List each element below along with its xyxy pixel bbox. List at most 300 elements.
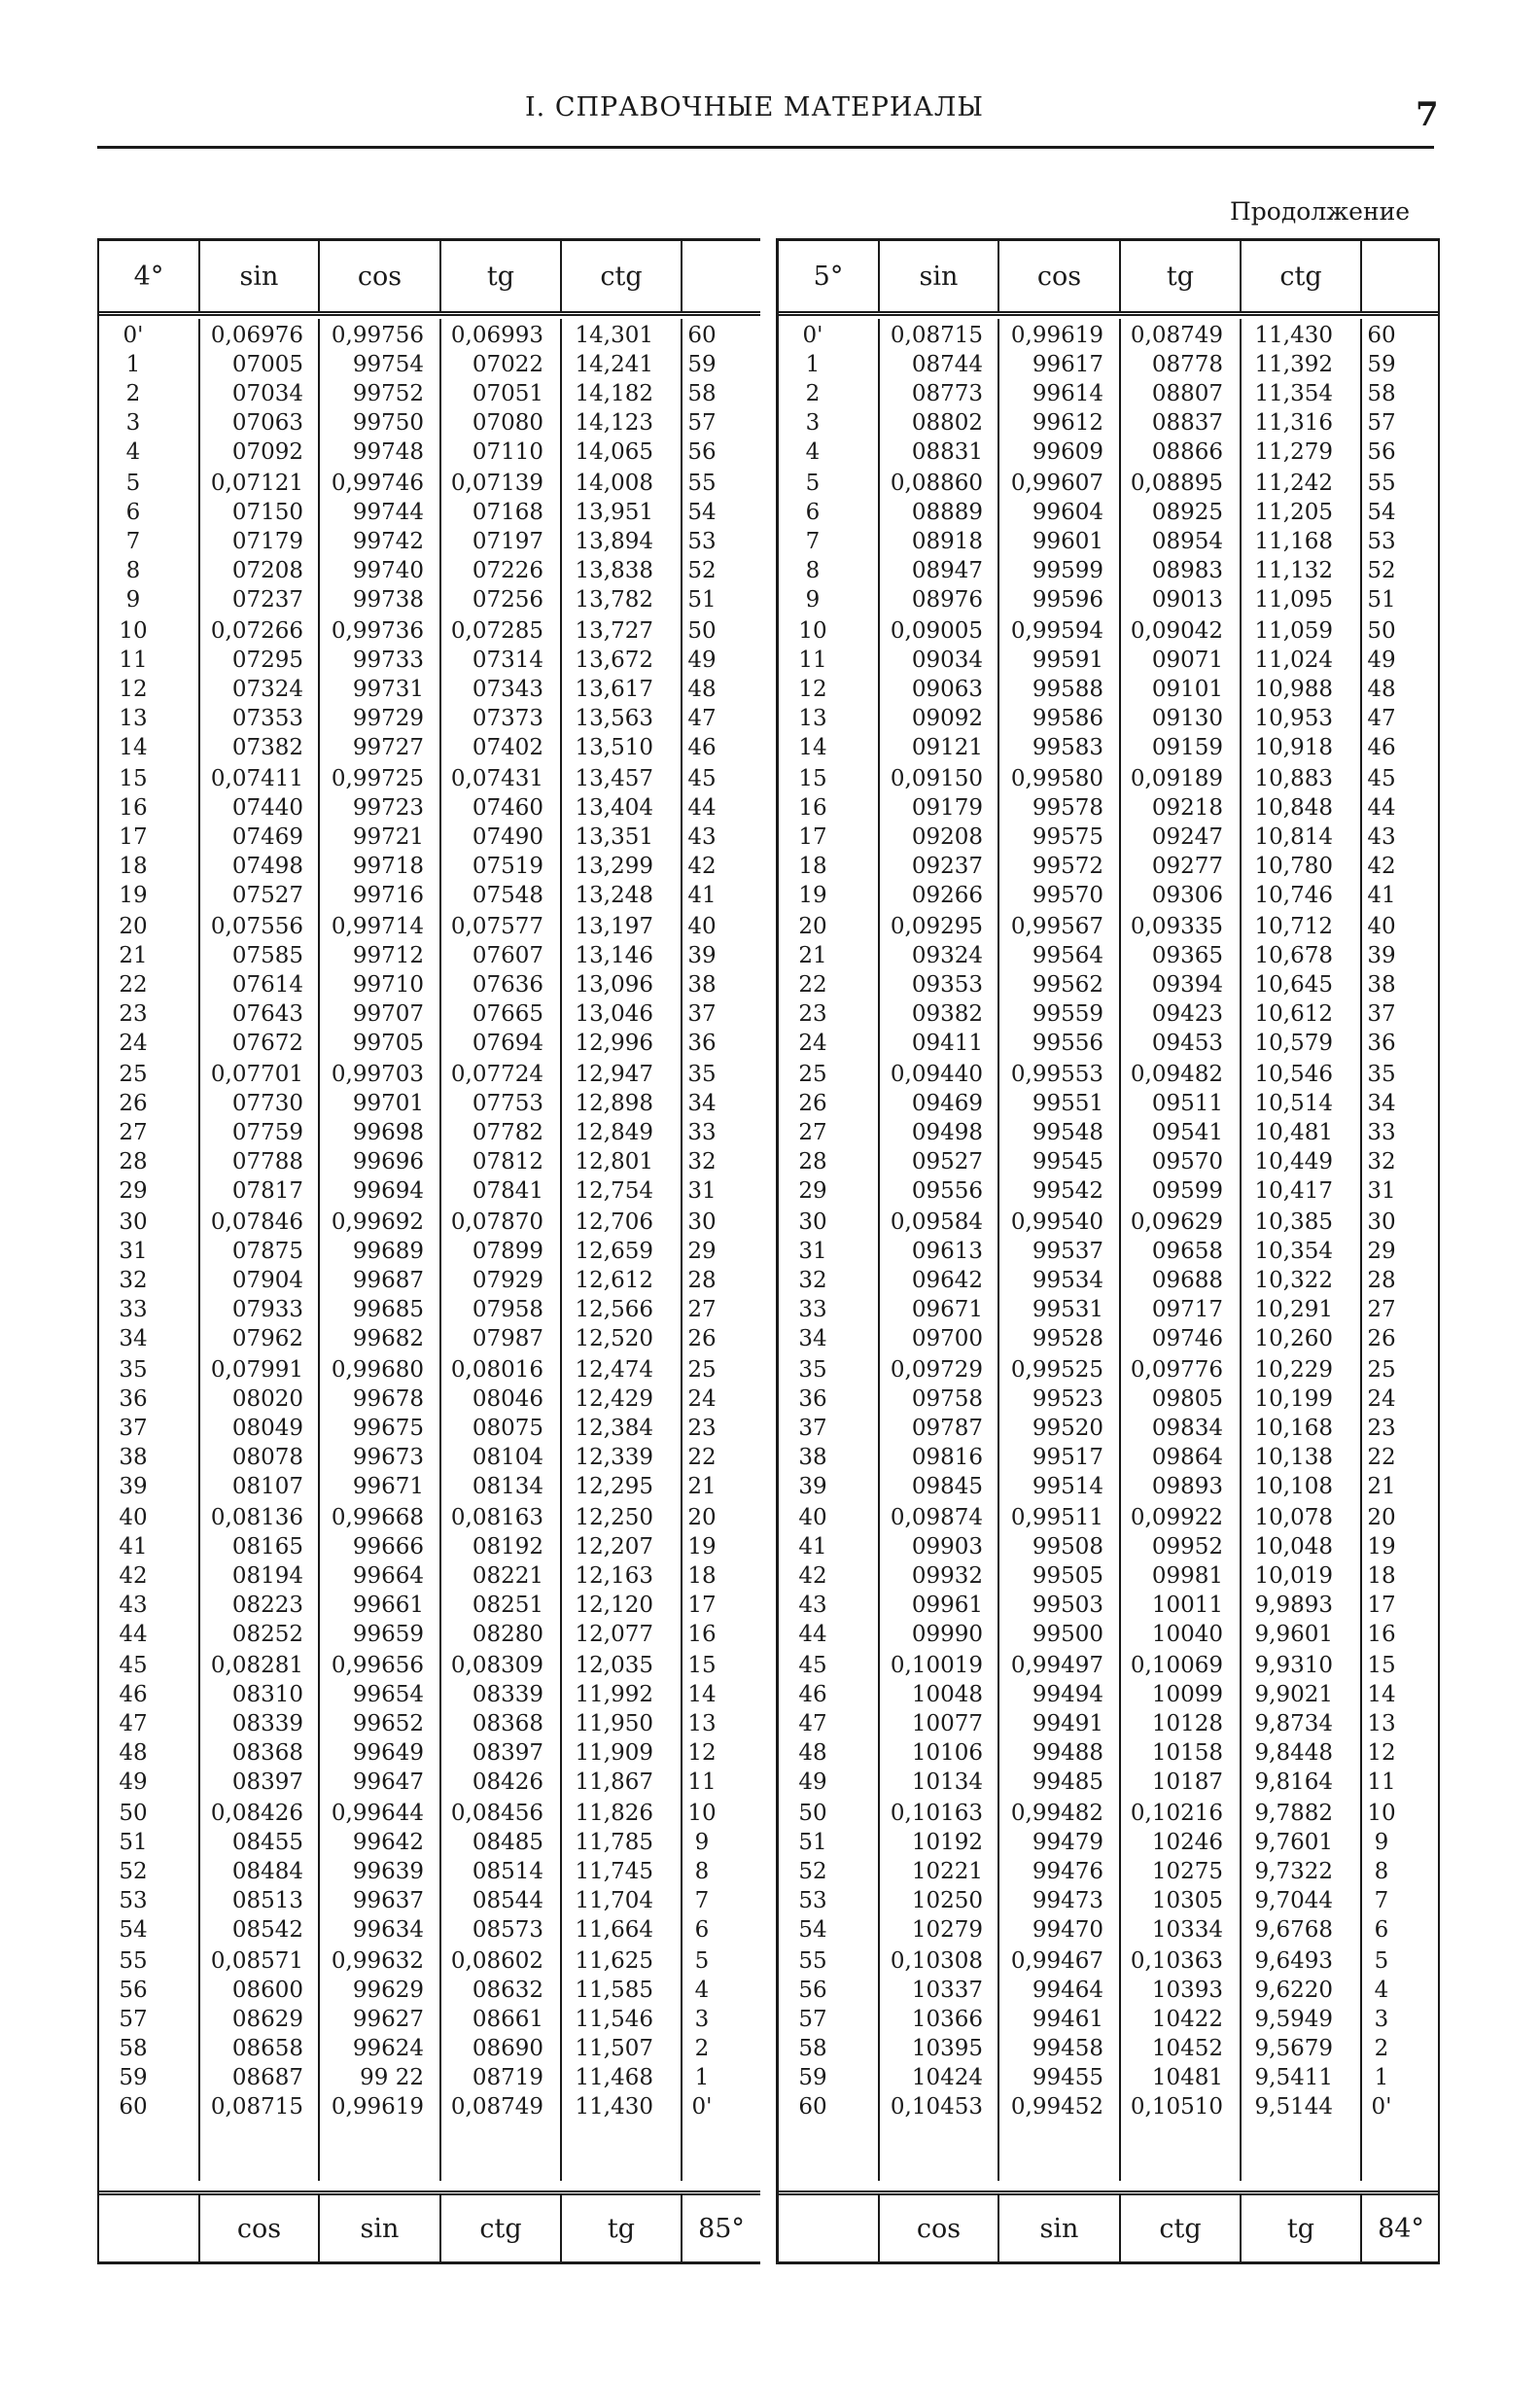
value-cell: 10424: [911, 2065, 983, 2090]
footer-cell-3: ctg: [1119, 2195, 1240, 2261]
value-cell: 9,5679: [1254, 2036, 1333, 2061]
value-cell: 99 22: [360, 2065, 424, 2090]
value-cell: 99682: [352, 1326, 424, 1351]
value-cell: 0,09584: [890, 1209, 983, 1235]
minutes-cell: 12: [687, 1740, 717, 1766]
value-cell: 07490: [472, 824, 543, 850]
value-cell: 0,07285: [450, 618, 543, 644]
value-cell: 13,894: [575, 529, 653, 554]
minutes-cell: 41: [687, 883, 717, 908]
value-cell: 99716: [352, 883, 424, 908]
value-cell: 09527: [911, 1149, 983, 1174]
minutes-cell: 19: [798, 883, 827, 908]
minutes-cell: 24: [119, 1031, 148, 1056]
value-cell: 11,625: [575, 1948, 653, 1974]
value-cell: 10158: [1151, 1740, 1223, 1766]
value-cell: 07034: [231, 381, 303, 406]
value-cell: 07759: [231, 1120, 303, 1145]
page-number: 7: [1416, 95, 1439, 134]
minutes-cell: 39: [1367, 943, 1396, 968]
value-cell: 12,520: [575, 1326, 653, 1351]
value-cell: 10452: [1151, 2036, 1223, 2061]
header-cell-4: ctg: [1240, 241, 1360, 311]
value-cell: 0,99668: [331, 1505, 424, 1530]
minutes-cell: 8: [1374, 1859, 1389, 1884]
value-cell: 99473: [1032, 1888, 1103, 1913]
value-cell: 14,065: [575, 439, 653, 465]
minutes-cell: 6: [694, 1917, 710, 1943]
value-cell: 12,996: [575, 1031, 653, 1056]
value-cell: 11,392: [1254, 352, 1333, 377]
value-cell: 08687: [231, 2065, 303, 2090]
minutes-cell: 28: [798, 1149, 827, 1174]
minutes-cell: 30: [687, 1209, 717, 1235]
minutes-cell: 46: [1367, 735, 1396, 760]
minutes-cell: 2: [694, 2036, 710, 2061]
minutes-cell: 25: [119, 1062, 148, 1087]
running-header: I. СПРАВОЧНЫЕ МАТЕРИАЛЫ: [525, 92, 984, 123]
value-cell: 07753: [472, 1091, 543, 1116]
minutes-cell: 5: [805, 471, 821, 496]
value-cell: 10,988: [1254, 677, 1333, 702]
value-cell: 9,9601: [1254, 1622, 1333, 1647]
value-cell: 10,199: [1254, 1386, 1333, 1412]
value-cell: 99494: [1032, 1682, 1103, 1707]
value-cell: 08661: [472, 2007, 543, 2032]
value-cell: 9,9893: [1254, 1593, 1333, 1618]
value-cell: 13,727: [575, 618, 653, 644]
value-cell: 09063: [911, 677, 983, 702]
value-cell: 0,07846: [210, 1209, 303, 1235]
value-cell: 10,746: [1254, 883, 1333, 908]
value-cell: 09179: [911, 795, 983, 821]
value-cell: 07005: [231, 352, 303, 377]
minutes-cell: 15: [1367, 1653, 1396, 1678]
minutes-cell: 4: [1374, 1978, 1389, 2003]
minutes-cell: 59: [798, 2065, 827, 2090]
minutes-cell: 47: [119, 1711, 148, 1736]
value-cell: 14,241: [575, 352, 653, 377]
value-cell: 0,08602: [450, 1948, 543, 1974]
value-cell: 07643: [231, 1001, 303, 1027]
minutes-cell: 21: [1367, 1474, 1396, 1499]
value-cell: 13,046: [575, 1001, 653, 1027]
minutes-cell: 37: [1367, 1001, 1396, 1027]
minutes-cell: 45: [687, 766, 717, 791]
value-cell: 0,09440: [890, 1062, 983, 1087]
value-cell: 99520: [1032, 1416, 1103, 1441]
value-cell: 99614: [1032, 381, 1103, 406]
value-cell: 99583: [1032, 735, 1103, 760]
value-cell: 9,8164: [1254, 1770, 1333, 1795]
minutes-cell: 31: [1367, 1178, 1396, 1204]
minutes-cell: 3: [125, 410, 141, 436]
minutes-cell: 10: [798, 618, 827, 644]
value-cell: 09845: [911, 1474, 983, 1499]
value-cell: 99685: [352, 1297, 424, 1322]
value-cell: 0,99580: [1010, 766, 1103, 791]
value-cell: 07782: [472, 1120, 543, 1145]
value-cell: 12,474: [575, 1357, 653, 1383]
minutes-cell: 38: [687, 972, 717, 998]
minutes-cell: 44: [119, 1622, 148, 1647]
minutes-cell: 2: [805, 381, 821, 406]
value-cell: 0,99467: [1010, 1948, 1103, 1974]
value-cell: 08075: [472, 1416, 543, 1441]
minutes-cell: 60: [1367, 323, 1396, 348]
value-cell: 0,10363: [1130, 1948, 1223, 1974]
minutes-cell: 6: [805, 500, 821, 525]
minutes-cell: 33: [687, 1120, 717, 1145]
value-cell: 99754: [352, 352, 424, 377]
value-cell: 0,07701: [210, 1062, 303, 1087]
value-cell: 99491: [1032, 1711, 1103, 1736]
value-cell: 0,08136: [210, 1505, 303, 1530]
value-cell: 10,712: [1254, 914, 1333, 939]
minutes-cell: 46: [687, 735, 717, 760]
value-cell: 10,168: [1254, 1416, 1333, 1441]
value-cell: 99748: [352, 439, 424, 465]
value-cell: 08049: [231, 1416, 303, 1441]
value-cell: 0,07577: [450, 914, 543, 939]
value-cell: 99488: [1032, 1740, 1103, 1766]
value-cell: 0,99692: [331, 1209, 424, 1235]
minutes-cell: 35: [687, 1062, 717, 1087]
value-cell: 09130: [1151, 706, 1223, 731]
value-cell: 07237: [231, 587, 303, 613]
minutes-cell: 25: [687, 1357, 717, 1383]
minutes-cell: 30: [119, 1209, 148, 1235]
value-cell: 0,08749: [1130, 323, 1223, 348]
value-cell: 07373: [472, 706, 543, 731]
column-rule: [878, 319, 880, 2181]
value-cell: 13,197: [575, 914, 653, 939]
value-cell: 99586: [1032, 706, 1103, 731]
value-cell: 0,08426: [210, 1801, 303, 1826]
minutes-cell: 37: [798, 1416, 827, 1441]
value-cell: 0,08456: [450, 1801, 543, 1826]
minutes-cell: 33: [119, 1297, 148, 1322]
value-cell: 99485: [1032, 1770, 1103, 1795]
value-cell: 12,566: [575, 1297, 653, 1322]
column-rule: [560, 319, 562, 2181]
minutes-cell: 40: [1367, 914, 1396, 939]
value-cell: 08368: [472, 1711, 543, 1736]
value-cell: 08629: [231, 2007, 303, 2032]
value-cell: 0,99756: [331, 323, 424, 348]
value-cell: 09805: [1151, 1386, 1223, 1412]
minutes-cell: 29: [798, 1178, 827, 1204]
header-cell-3: tg: [1119, 241, 1240, 311]
value-cell: 99729: [352, 706, 424, 731]
minutes-cell: 56: [119, 1978, 148, 2003]
value-cell: 0,09776: [1130, 1357, 1223, 1383]
minutes-cell: 39: [119, 1474, 148, 1499]
value-cell: 10187: [1151, 1770, 1223, 1795]
value-cell: 0,07411: [210, 766, 303, 791]
minutes-cell: 18: [687, 1563, 717, 1589]
value-cell: 99634: [352, 1917, 424, 1943]
value-cell: 13,617: [575, 677, 653, 702]
value-cell: 09834: [1151, 1416, 1223, 1441]
minutes-cell: 37: [119, 1416, 148, 1441]
value-cell: 13,672: [575, 648, 653, 673]
value-cell: 99637: [352, 1888, 424, 1913]
value-cell: 08773: [911, 381, 983, 406]
value-cell: 9,6493: [1254, 1948, 1333, 1974]
value-cell: 07672: [231, 1031, 303, 1056]
value-cell: 13,563: [575, 706, 653, 731]
value-cell: 10,514: [1254, 1091, 1333, 1116]
value-cell: 99599: [1032, 558, 1103, 583]
value-cell: 99609: [1032, 439, 1103, 465]
header-cell-1: sin: [878, 241, 998, 311]
value-cell: 10,417: [1254, 1178, 1333, 1204]
value-cell: 99696: [352, 1149, 424, 1174]
value-cell: 99458: [1032, 2036, 1103, 2061]
value-cell: 10106: [911, 1740, 983, 1766]
value-cell: 07929: [472, 1268, 543, 1293]
value-cell: 11,507: [575, 2036, 653, 2061]
value-cell: 09671: [911, 1297, 983, 1322]
value-cell: 08947: [911, 558, 983, 583]
value-cell: 07841: [472, 1178, 543, 1204]
value-cell: 07933: [231, 1297, 303, 1322]
value-cell: 10,322: [1254, 1268, 1333, 1293]
value-cell: 0,08016: [450, 1357, 543, 1383]
value-cell: 0,99607: [1010, 471, 1103, 496]
footer-cell-1: cos: [878, 2195, 998, 2261]
value-cell: 07614: [231, 972, 303, 998]
value-cell: 0,99511: [1010, 1505, 1103, 1530]
value-cell: 07314: [472, 648, 543, 673]
minutes-cell: 34: [687, 1091, 717, 1116]
value-cell: 10,078: [1254, 1505, 1333, 1530]
minutes-cell: 17: [1367, 1593, 1396, 1618]
value-cell: 99601: [1032, 529, 1103, 554]
minutes-cell: 22: [1367, 1445, 1396, 1470]
minutes-cell: 48: [119, 1740, 148, 1766]
value-cell: 13,146: [575, 943, 653, 968]
value-cell: 08020: [231, 1386, 303, 1412]
value-cell: 07051: [472, 381, 543, 406]
value-cell: 07382: [231, 735, 303, 760]
value-cell: 08426: [472, 1770, 543, 1795]
value-cell: 09324: [911, 943, 983, 968]
value-cell: 14,123: [575, 410, 653, 436]
minutes-cell: 5: [125, 471, 141, 496]
minutes-cell: 42: [119, 1563, 148, 1589]
value-cell: 09556: [911, 1178, 983, 1204]
footer-cell-1: cos: [198, 2195, 318, 2261]
value-cell: 08194: [231, 1563, 303, 1589]
minutes-cell: 37: [687, 1001, 717, 1027]
value-cell: 99689: [352, 1239, 424, 1264]
minutes-cell: 7: [125, 529, 141, 554]
value-cell: 0,99680: [331, 1357, 424, 1383]
minutes-cell: 23: [798, 1001, 827, 1027]
minutes-cell: 6: [125, 500, 141, 525]
value-cell: 9,5411: [1254, 2065, 1333, 2090]
value-cell: 10422: [1151, 2007, 1223, 2032]
value-cell: 10,260: [1254, 1326, 1333, 1351]
header-cell-3: tg: [439, 241, 560, 311]
value-cell: 07812: [472, 1149, 543, 1174]
value-cell: 10395: [911, 2036, 983, 2061]
minutes-cell: 55: [119, 1948, 148, 1974]
minutes-cell: 44: [687, 795, 717, 821]
value-cell: 08831: [911, 439, 983, 465]
value-cell: 10192: [911, 1830, 983, 1855]
value-cell: 11,024: [1254, 648, 1333, 673]
minutes-cell: 58: [1367, 381, 1396, 406]
column-rule: [998, 319, 999, 2181]
footer-cell-2: sin: [318, 2195, 439, 2261]
minutes-cell: 4: [694, 1978, 710, 2003]
column-rule: [1240, 319, 1242, 2181]
value-cell: 11,826: [575, 1801, 653, 1826]
value-cell: 9,8448: [1254, 1740, 1333, 1766]
minutes-cell: 3: [694, 2007, 710, 2032]
minutes-cell: 55: [798, 1948, 827, 1974]
value-cell: 07958: [472, 1297, 543, 1322]
value-cell: 99570: [1032, 883, 1103, 908]
value-cell: 07343: [472, 677, 543, 702]
minutes-cell: 51: [798, 1830, 827, 1855]
value-cell: 08983: [1151, 558, 1223, 583]
value-cell: 10,678: [1254, 943, 1333, 968]
value-cell: 10,138: [1254, 1445, 1333, 1470]
value-cell: 08280: [472, 1622, 543, 1647]
value-cell: 08221: [472, 1563, 543, 1589]
column-rule: [198, 319, 200, 2181]
value-cell: 0,09189: [1130, 766, 1223, 791]
minutes-cell: 23: [687, 1416, 717, 1441]
value-cell: 07548: [472, 883, 543, 908]
value-cell: 99455: [1032, 2065, 1103, 2090]
value-cell: 10,449: [1254, 1149, 1333, 1174]
value-cell: 08976: [911, 587, 983, 613]
value-cell: 99464: [1032, 1978, 1103, 2003]
value-cell: 99604: [1032, 500, 1103, 525]
minutes-cell: 3: [1374, 2007, 1389, 2032]
value-cell: 07519: [472, 854, 543, 879]
minutes-cell: 50: [1367, 618, 1396, 644]
value-cell: 99698: [352, 1120, 424, 1145]
value-cell: 0,99482: [1010, 1801, 1103, 1826]
value-cell: 99572: [1032, 854, 1103, 879]
value-cell: 99733: [352, 648, 424, 673]
minutes-cell: 60: [798, 2094, 827, 2120]
minutes-cell: 26: [1367, 1326, 1396, 1351]
value-cell: 08889: [911, 500, 983, 525]
minutes-cell: 0': [802, 323, 823, 348]
value-cell: 11,168: [1254, 529, 1333, 554]
value-cell: 12,384: [575, 1416, 653, 1441]
minutes-cell: 15: [687, 1653, 717, 1678]
minutes-cell: 47: [687, 706, 717, 731]
value-cell: 0,09874: [890, 1505, 983, 1530]
minutes-cell: 19: [1367, 1534, 1396, 1559]
value-cell: 9,6768: [1254, 1917, 1333, 1943]
minutes-cell: 47: [1367, 706, 1396, 731]
value-cell: 99694: [352, 1178, 424, 1204]
value-cell: 07817: [231, 1178, 303, 1204]
value-cell: 08719: [472, 2065, 543, 2090]
value-cell: 09981: [1151, 1563, 1223, 1589]
value-cell: 11,585: [575, 1978, 653, 2003]
value-cell: 0,08281: [210, 1653, 303, 1678]
value-cell: 0,07431: [450, 766, 543, 791]
value-cell: 10250: [911, 1888, 983, 1913]
value-cell: 08632: [472, 1978, 543, 2003]
minutes-cell: 26: [687, 1326, 717, 1351]
minutes-cell: 57: [1367, 410, 1396, 436]
value-cell: 11,430: [575, 2094, 653, 2120]
minutes-cell: 57: [119, 2007, 148, 2032]
value-cell: 99671: [352, 1474, 424, 1499]
minutes-cell: 16: [687, 1622, 717, 1647]
minutes-cell: 12: [119, 677, 148, 702]
footer-cell-4: tg: [1240, 2195, 1360, 2261]
value-cell: 0,99540: [1010, 1209, 1103, 1235]
value-cell: 09599: [1151, 1178, 1223, 1204]
minutes-cell: 31: [119, 1239, 148, 1264]
value-cell: 0,99553: [1010, 1062, 1103, 1087]
minutes-cell: 19: [119, 883, 148, 908]
value-cell: 08802: [911, 410, 983, 436]
minutes-cell: 0': [691, 2094, 713, 2120]
value-cell: 12,849: [575, 1120, 653, 1145]
value-cell: 10077: [911, 1711, 983, 1736]
minutes-cell: 24: [687, 1386, 717, 1412]
value-cell: 10,848: [1254, 795, 1333, 821]
value-cell: 10,918: [1254, 735, 1333, 760]
value-cell: 0,10453: [890, 2094, 983, 2120]
value-cell: 09121: [911, 735, 983, 760]
header-cell-5: [1360, 241, 1440, 311]
value-cell: 0,09629: [1130, 1209, 1223, 1235]
value-cell: 14,182: [575, 381, 653, 406]
value-cell: 10337: [911, 1978, 983, 2003]
minutes-cell: 31: [798, 1239, 827, 1264]
value-cell: 9,8734: [1254, 1711, 1333, 1736]
minutes-cell: 31: [687, 1178, 717, 1204]
value-cell: 09423: [1151, 1001, 1223, 1027]
value-cell: 0,99525: [1010, 1357, 1103, 1383]
value-cell: 08078: [231, 1445, 303, 1470]
value-cell: 0,09005: [890, 618, 983, 644]
value-cell: 99528: [1032, 1326, 1103, 1351]
value-cell: 09365: [1151, 943, 1223, 968]
value-cell: 99588: [1032, 677, 1103, 702]
value-cell: 09277: [1151, 854, 1223, 879]
value-cell: 07022: [472, 352, 543, 377]
minutes-cell: 38: [119, 1445, 148, 1470]
minutes-cell: 51: [1367, 587, 1396, 613]
value-cell: 08223: [231, 1593, 303, 1618]
value-cell: 99627: [352, 2007, 424, 2032]
minutes-cell: 42: [798, 1563, 827, 1589]
value-cell: 10,612: [1254, 1001, 1333, 1027]
value-cell: 07110: [472, 439, 543, 465]
minutes-cell: 1: [694, 2065, 710, 2090]
minutes-cell: 15: [119, 766, 148, 791]
value-cell: 12,295: [575, 1474, 653, 1499]
minutes-cell: 6: [1374, 1917, 1389, 1943]
minutes-cell: 48: [687, 677, 717, 702]
minutes-cell: 51: [119, 1830, 148, 1855]
